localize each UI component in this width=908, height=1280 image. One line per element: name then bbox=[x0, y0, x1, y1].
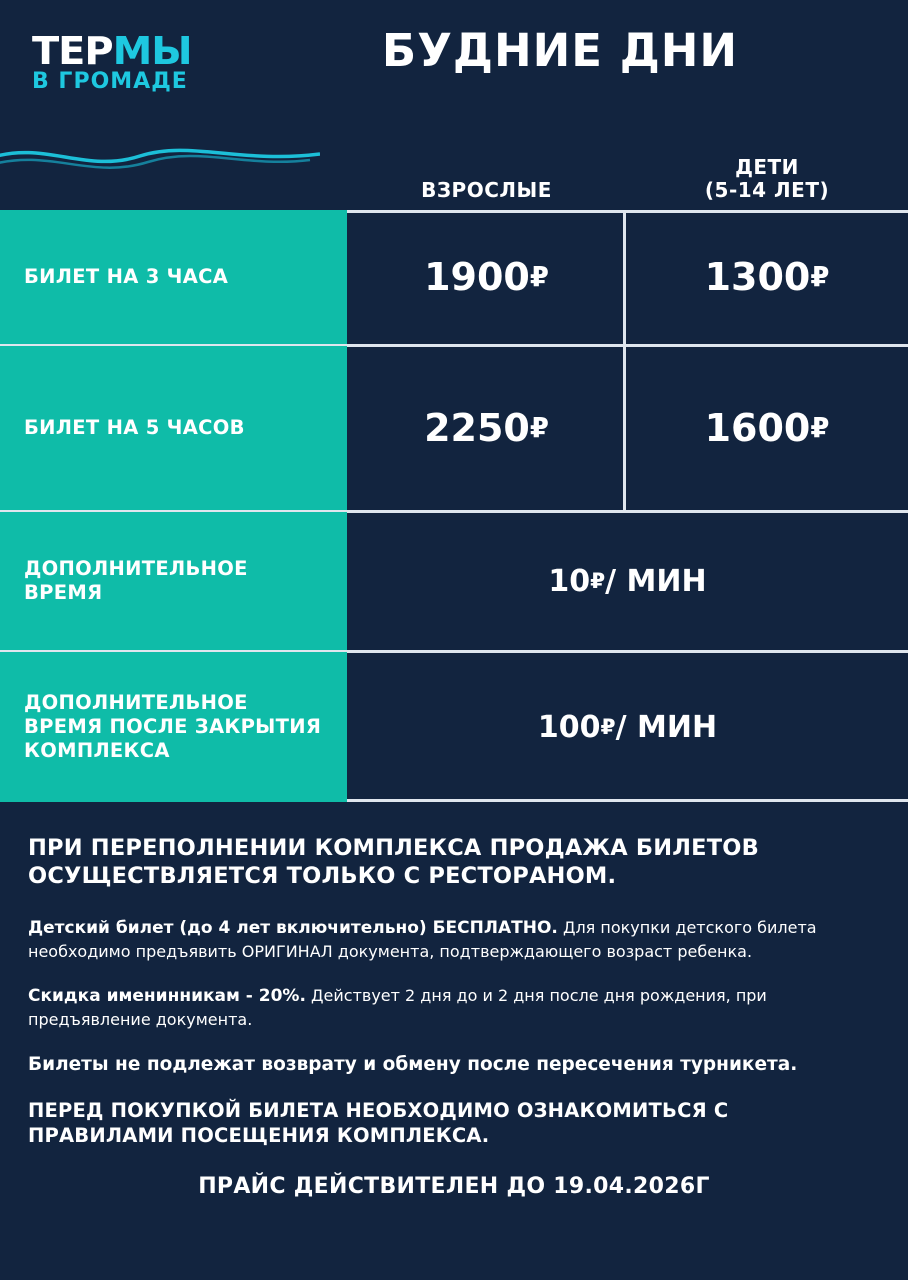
price-cell-kid bbox=[626, 210, 908, 344]
ruble-icon: ₽ bbox=[810, 412, 830, 444]
row-label-cell bbox=[0, 210, 347, 344]
footer-birthday-note bbox=[28, 984, 880, 1031]
footer-notes bbox=[0, 808, 908, 1199]
brand-logo bbox=[32, 29, 247, 104]
table-row bbox=[0, 652, 908, 802]
price-cell-kid bbox=[626, 346, 908, 510]
row-label: БИЛЕТ НА 3 ЧАСА bbox=[24, 265, 229, 288]
logo-line-1 bbox=[32, 29, 258, 73]
price-value-adult: 2250 bbox=[424, 406, 530, 450]
price-cell-adult bbox=[347, 210, 626, 344]
column-header-kids bbox=[626, 156, 908, 202]
ruble-icon: ₽ bbox=[529, 261, 549, 293]
logo-line-2: В ГРОМАДЕ bbox=[32, 69, 188, 94]
price-value: 100 bbox=[537, 709, 601, 745]
wave-decoration-icon bbox=[0, 138, 320, 184]
price-unit: / МИН bbox=[605, 563, 707, 599]
price-cell-adult bbox=[347, 346, 626, 510]
footer-birthday-bold: Скидка именинникам - 20%. bbox=[28, 986, 306, 1006]
page-title: БУДНИЕ ДНИ bbox=[381, 24, 739, 77]
table-row bbox=[0, 512, 908, 650]
row-label-cell bbox=[0, 512, 347, 650]
table-row bbox=[0, 346, 908, 510]
footer-child-free-rest: Для покупки детского билета необходимо предъявить ОРИГИНАЛ документа, подтверждающего возраст ребенка. bbox=[28, 918, 817, 961]
price-cell-span bbox=[347, 512, 908, 650]
logo-line-1-part-2: МЫ bbox=[112, 29, 192, 73]
ruble-icon: ₽ bbox=[529, 412, 549, 444]
price-value-kid: 1300 bbox=[704, 255, 811, 299]
footer-valid-until: ПРАЙС ДЕЙСТВИТЕЛЕН ДО 19.04.2026Г bbox=[198, 1174, 710, 1199]
footer-no-refund-note: Билеты не подлежат возврату и обмену после пересечения турникета. bbox=[28, 1054, 798, 1075]
column-header-kids-line-1: ДЕТИ bbox=[735, 155, 799, 179]
logo-line-1-part-1: ТЕР bbox=[32, 29, 113, 73]
footer-rules-note: ПЕРЕД ПОКУПКОЙ БИЛЕТА НЕОБХОДИМО ОЗНАКОМИТЬСЯ С ПРАВИЛАМИ ПОСЕЩЕНИЯ КОМПЛЕКСА. bbox=[28, 1099, 729, 1147]
column-header-kids-line-2: (5-14 ЛЕТ) bbox=[704, 178, 830, 202]
ruble-icon: ₽ bbox=[810, 261, 830, 293]
row-label: ДОПОЛНИТЕЛЬНОЕ ВРЕМЯ ПОСЛЕ ЗАКРЫТИЯ КОМПЛЕКСА bbox=[24, 691, 322, 762]
footer-child-free-note bbox=[28, 916, 880, 963]
row-label: БИЛЕТ НА 5 ЧАСОВ bbox=[24, 416, 245, 439]
ruble-icon: ₽ bbox=[600, 714, 616, 740]
row-label: ДОПОЛНИТЕЛЬНОЕ ВРЕМЯ bbox=[24, 557, 248, 604]
price-table bbox=[0, 210, 908, 802]
footer-child-free-bold: Детский билет (до 4 лет включительно) БЕСПЛАТНО. bbox=[28, 918, 558, 938]
ruble-icon: ₽ bbox=[590, 568, 606, 594]
header bbox=[0, 0, 908, 210]
column-header-adults: ВЗРОСЛЫЕ bbox=[421, 178, 552, 202]
price-value: 10 bbox=[548, 563, 591, 599]
table-row bbox=[0, 210, 908, 344]
price-value-kid: 1600 bbox=[704, 406, 811, 450]
price-unit: / МИН bbox=[615, 709, 718, 745]
footer-birthday-rest: Действует 2 дня до и 2 дня после дня рождения, при предъявление документа. bbox=[28, 986, 767, 1029]
price-cell-span bbox=[347, 652, 908, 802]
row-label-cell bbox=[0, 346, 347, 510]
row-label-cell bbox=[0, 652, 347, 802]
footer-headline: ПРИ ПЕРЕПОЛНЕНИИ КОМПЛЕКСА ПРОДАЖА БИЛЕТОВ ОСУЩЕСТВЛЯЕТСЯ ТОЛЬКО С РЕСТОРАНОМ. bbox=[28, 835, 759, 889]
price-value-adult: 1900 bbox=[424, 255, 530, 299]
